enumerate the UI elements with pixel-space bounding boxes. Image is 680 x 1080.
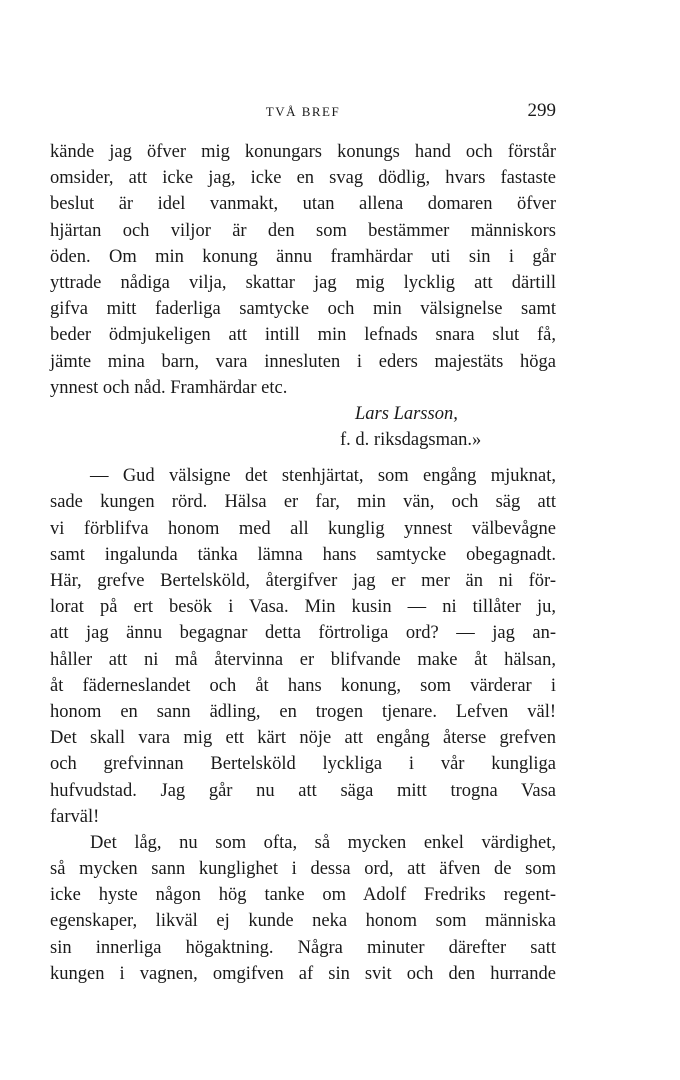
text-line: sade kungen rörd. Hälsa er far, min vän, och säg att bbox=[50, 492, 556, 513]
text-line: hjärtan och viljor är den som bestämmer människors bbox=[50, 220, 556, 241]
signature-name: Lars Larsson, bbox=[355, 403, 458, 424]
text-line: öden. Om min konung ännu framhärdar uti sin i går bbox=[50, 246, 556, 267]
text-line: beder ödmjukeligen att intill min lefnads snara slut få, bbox=[50, 325, 556, 346]
text-line: omsider, att icke jag, icke en svag dödlig, hvars fastaste bbox=[50, 168, 556, 189]
text-line: åt fäderneslandet och åt hans konung, som värderar i bbox=[50, 675, 556, 696]
text-line: Det skall vara mig ett kärt nöje att engång återse grefven bbox=[50, 728, 556, 749]
text-line: gifva mitt faderliga samtycke och min välsignelse samt bbox=[50, 299, 556, 320]
text-line: egenskaper, likväl ej kunde neka honom som människa bbox=[50, 911, 556, 932]
text-line: farväl! bbox=[50, 806, 100, 827]
text-line: samt ingalunda tänka lämna hans samtycke obegagnadt. bbox=[50, 544, 556, 565]
running-title: TVÅ BREF bbox=[265, 104, 341, 119]
text-line: ynnest och nåd. Framhärdar etc. bbox=[50, 377, 288, 398]
text-line: yttrade nådiga vilja, skattar jag mig lycklig att därtill bbox=[50, 272, 556, 293]
text-line: kungen i vagnen, omgifven af sin svit och den hurrande bbox=[50, 963, 556, 984]
body-text bbox=[50, 139, 556, 987]
text-line: Här, grefve Bertelsköld, återgifver jag er mer än ni för- bbox=[50, 571, 556, 591]
signature-title: f. d. riksdagsman.» bbox=[340, 430, 482, 451]
text-line: att jag ännu begagnar detta förtroliga ord? — jag an- bbox=[50, 623, 556, 644]
text-line: lorat på ert besök i Vasa. Min kusin — ni tillåter ju, bbox=[50, 597, 556, 618]
text-line: håller att ni må återvinna er blifvande make åt hälsan, bbox=[50, 649, 556, 670]
text-line: kände jag öfver mig konungars konungs hand och förstår bbox=[50, 142, 556, 162]
text-line: så mycken sann kunglighet i dessa ord, att äfven de som bbox=[50, 859, 556, 880]
text-line: — Gud välsigne det stenhjärtat, som engång mjuknat, bbox=[90, 466, 556, 487]
text-line: honom en sann ädling, en trogen tjenare. Lefven väl! bbox=[50, 701, 556, 722]
text-line: sin innerliga högaktning. Några minuter därefter satt bbox=[50, 937, 556, 958]
page-header bbox=[50, 100, 556, 128]
paragraph-narration bbox=[50, 830, 556, 987]
paragraph-gap bbox=[50, 453, 556, 463]
page-number: 299 bbox=[527, 100, 556, 121]
letter-text bbox=[50, 139, 556, 453]
text-line: icke hyste någon hög tanke om Adolf Fredriks regent- bbox=[50, 885, 556, 906]
text-line: hufvudstad. Jag går nu att säga mitt trogna Vasa bbox=[50, 780, 556, 801]
text-line: Det låg, nu som ofta, så mycken enkel värdighet, bbox=[90, 832, 556, 853]
text-line: vi förblifva honom med all kunglig ynnest välbevågne bbox=[50, 518, 556, 539]
paragraph-dialogue bbox=[50, 463, 556, 830]
text-line: jämte mina barn, vara innesluten i eders majestäts höga bbox=[50, 351, 556, 372]
text-line: beslut är idel vanmakt, utan allena domaren öfver bbox=[50, 194, 556, 215]
text-line: och grefvinnan Bertelsköld lyckliga i vår kungliga bbox=[50, 754, 556, 775]
